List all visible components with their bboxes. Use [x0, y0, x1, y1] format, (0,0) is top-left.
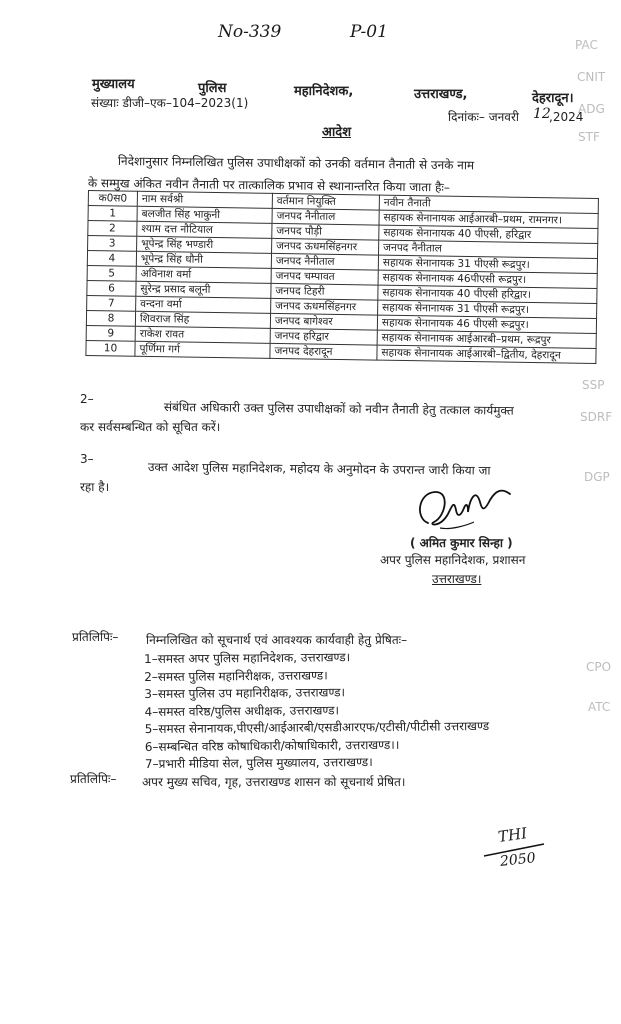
- date-label: दिनांकः– जनवरी: [448, 110, 519, 124]
- reference-number: संख्याः डीजी–एक–104–2023(1): [91, 96, 249, 110]
- cell-new-posting: सहायक सेनानायक आईआरबी–द्वितीय, देहरादून: [377, 345, 596, 363]
- date-day-handwritten: 12: [533, 106, 551, 122]
- cell-sno: 4: [87, 251, 136, 267]
- order-title: आदेश: [322, 125, 352, 140]
- signature-scribble: [410, 478, 530, 538]
- cell-new-posting: सहायक सेनानायक 46 पीएसी रूद्रपुर।: [377, 315, 596, 333]
- cell-name: बलजीत सिंह भाकुनी: [137, 206, 272, 223]
- cell-sno: 6: [87, 280, 136, 296]
- header-state: उत्तराखण्ड,: [414, 87, 468, 102]
- copy-to-item: 3–समस्त पुलिस उप महानिरीक्षक, उत्तराखण्ड।: [144, 685, 346, 701]
- copy-to-label-2: प्रतिलिपिः–: [70, 772, 117, 786]
- copy-to-text-2: अपर मुख्य सचिव, गृह, उत्तराखण्ड शासन को सूचनार्थ प्रेषित।: [142, 775, 406, 789]
- cell-sno: 10: [86, 340, 135, 356]
- cell-new-posting: सहायक सेनानायक आईआरबी–प्रथम, रामनगर।: [379, 210, 598, 228]
- signatory-state: उत्तराखण्ड।: [432, 572, 482, 586]
- column-header: क0स0: [88, 191, 137, 207]
- cell-new-posting: सहायक सेनानायक आईआरबी–प्रथम, रूद्रपुर: [377, 330, 596, 348]
- cell-sno: 8: [86, 310, 135, 326]
- cell-current-posting: जनपद नैनीताल: [271, 253, 378, 270]
- para3-number: 3–: [80, 452, 94, 466]
- cell-current-posting: जनपद हरिद्वार: [270, 328, 377, 345]
- column-header: नाम सर्वश्री: [137, 191, 272, 208]
- cell-new-posting: सहायक सेनानायक 46पीएसी रूद्रपुर।: [378, 270, 597, 288]
- para2-line-2: कर सर्वसम्बन्धित को सूचित करें।: [80, 420, 221, 434]
- intro-line-1: निदेशानुसार निम्नलिखित पुलिस उपाधीक्षकों को उनकी वर्तमान तैनाती से उनके नाम: [117, 153, 475, 173]
- cell-new-posting: सहायक सेनानायक 31 पीएसी रूद्रपुर।: [378, 255, 597, 273]
- copy-to-item: 6–सम्बन्धित वरिष्ठ कोषाधिकारी/कोषाधिकारी, उत्तराखण्ड।।: [144, 737, 400, 754]
- header-city: देहरादून।: [532, 91, 574, 106]
- cell-current-posting: जनपद चम्पावत: [271, 268, 378, 285]
- header-hq: मुख्यालय: [92, 77, 135, 92]
- cell-name: अविनाश वर्मा: [136, 266, 271, 283]
- column-header: वर्तमान नियुक्ति: [272, 193, 379, 210]
- header-police: पुलिस: [198, 81, 227, 96]
- intro-line-2: के सम्मुख अंकित नवीन तैनाती पर तात्कालिक प्रभाव से स्थानान्तरित किया जाता हैः–: [87, 175, 450, 195]
- cell-sno: 3: [88, 236, 137, 252]
- transfer-table: [85, 190, 599, 364]
- para2-line-1: संबंधित अधिकारी उक्त पुलिस उपाधीक्षकों को नवीन तैनाती हेतु तत्काल कार्यमुक्त: [163, 399, 514, 418]
- cell-current-posting: जनपद देहरादून: [270, 343, 377, 360]
- cell-new-posting: सहायक सेनानायक 31 पीएसी रूद्रपुर।: [378, 300, 597, 318]
- cell-current-posting: जनपद बागेश्वर: [270, 313, 377, 330]
- cell-name: पूर्णिमा गर्ग: [135, 341, 270, 358]
- cell-name: भूपेन्द्र सिंह धौनी: [136, 251, 271, 268]
- copy-to-label: प्रतिलिपिः–: [72, 630, 119, 644]
- cell-new-posting: जनपद नैनीताल: [379, 240, 598, 258]
- copy-to-list: [144, 647, 489, 773]
- copy-to-item: 7–प्रभारी मीडिया सेल, पुलिस मुख्यालय, उत्तराखण्ड।: [144, 755, 373, 771]
- cell-current-posting: जनपद टिहरी: [271, 283, 378, 300]
- cell-name: श्याम दत्त नौटियाल: [137, 221, 272, 238]
- copy-to-intro: निम्नलिखित को सूचनार्थ एवं आवश्यक कार्यवाही हेतु प्रेषितः–: [146, 633, 408, 647]
- handwritten-receipt-number: 2050: [499, 850, 537, 870]
- para3-line-2: रहा है।: [80, 480, 110, 494]
- copy-to-item: 2–समस्त पुलिस महानिरीक्षक, उत्तराखण्ड।: [144, 667, 328, 684]
- cell-sno: 9: [86, 325, 135, 341]
- cell-sno: 2: [88, 221, 137, 237]
- cell-new-posting: सहायक सेनानायक 40 पीएसी हरिद्वार।: [378, 285, 597, 303]
- cell-name: शिवराज सिंह: [135, 311, 270, 328]
- handwritten-page-number: P-01: [350, 22, 388, 42]
- cell-current-posting: जनपद नैनीताल: [272, 208, 379, 225]
- cell-sno: 5: [87, 265, 136, 281]
- handwritten-receipt-mark: THI: [496, 824, 529, 846]
- copy-to-item: 4–समस्त वरिष्ठ/पुलिस अधीक्षक, उत्तराखण्ड।: [144, 702, 340, 719]
- signatory-designation: अपर पुलिस महानिदेशक, प्रशासन: [380, 553, 526, 567]
- para2-number: 2–: [80, 392, 94, 406]
- cell-new-posting: सहायक सेनानायक 40 पीएसी, हरिद्वार: [379, 225, 598, 243]
- cell-sno: 7: [87, 295, 136, 311]
- cell-name: भूपेन्द्र सिंह भण्डारी: [137, 236, 272, 253]
- copy-to-item: 5–समस्त सेनानायक,पीएसी/आईआरबी/एसडीआरएफ/एटीसी/पीटीसी उत्तराखण्ड: [144, 718, 490, 736]
- cell-name: सुरेन्द्र प्रसाद बलूनी: [136, 281, 271, 298]
- signatory-name: ( अमित कुमार सिन्हा ): [410, 536, 513, 550]
- column-header: नवीन तैनाती: [379, 195, 598, 213]
- handwritten-letter-number: No-339: [218, 22, 282, 42]
- cell-current-posting: जनपद ऊधमसिंहनगर: [272, 238, 379, 255]
- cell-sno: 1: [88, 206, 137, 222]
- cell-current-posting: जनपद पौड़ी: [272, 223, 379, 240]
- para3-line-1: उक्त आदेश पुलिस महानिदेशक, महोदय के अनुमोदन के उपरान्त जारी किया जा: [147, 459, 491, 478]
- cell-name: राकेश रावत: [135, 326, 270, 343]
- header-dg: महानिदेशक,: [294, 84, 354, 99]
- copy-to-item: 1–समस्त अपर पुलिस महानिदेशक, उत्तराखण्ड।: [144, 650, 351, 666]
- cell-name: वन्दना वर्मा: [136, 296, 271, 313]
- cell-current-posting: जनपद ऊधमसिंहनगर: [271, 298, 378, 315]
- date-year: ,2024: [549, 110, 584, 124]
